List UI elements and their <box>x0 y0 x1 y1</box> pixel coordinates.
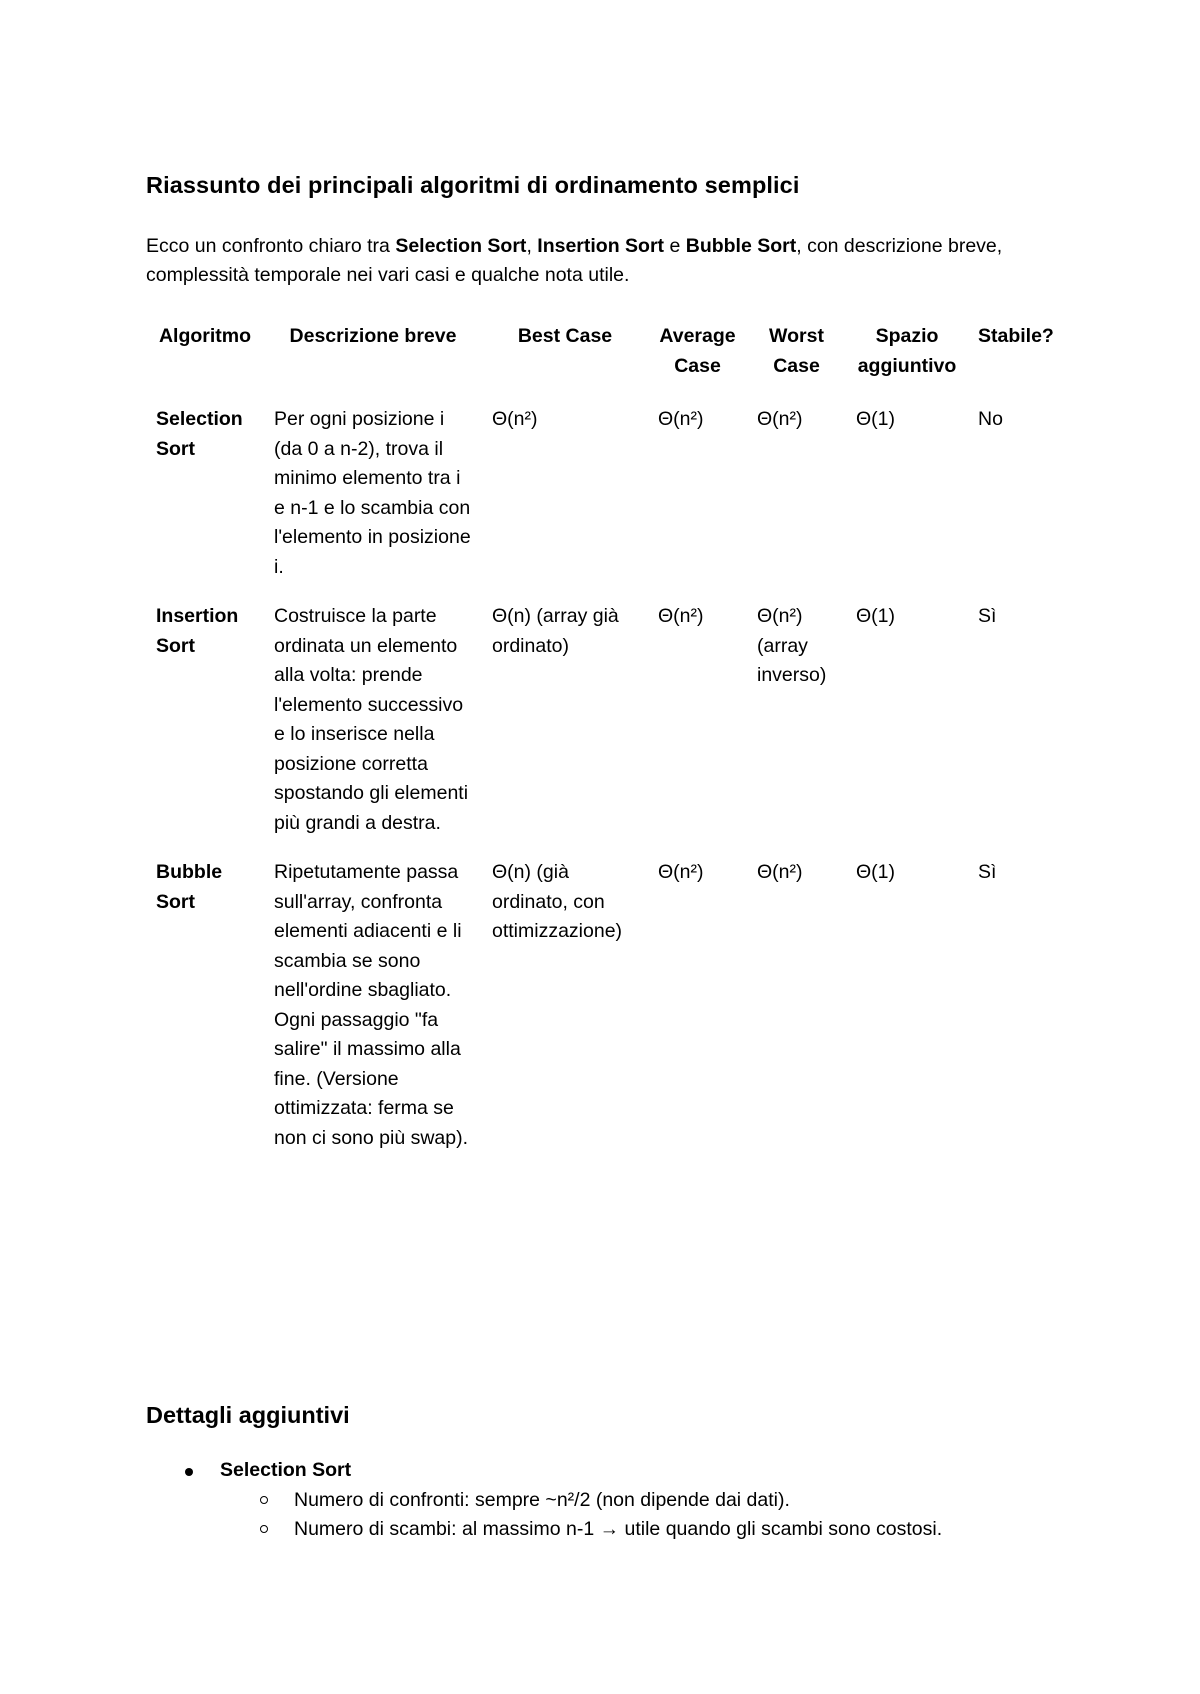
intro-text-3: e <box>664 235 686 257</box>
sub-list-item <box>220 1486 942 1516</box>
header-average-case: Average Case <box>659 325 736 377</box>
header-description: Descrizione breve <box>289 325 457 347</box>
cell-average-case: Θ(n²) <box>658 605 704 627</box>
sub-list-item-text: Numero di scambi: al massimo n-1 → utile quando gli scambi sono costosi. <box>294 1518 943 1540</box>
header-stable: Stabile? <box>978 325 1054 347</box>
intro-bubble-sort: Bubble Sort <box>685 235 797 257</box>
bullet-circle-icon <box>260 1525 268 1533</box>
sub-list-item <box>220 1515 942 1545</box>
cell-space: Θ(1) <box>856 605 895 627</box>
header-best-case: Best Case <box>517 325 613 347</box>
comparison-table <box>146 322 1064 1173</box>
cell-description: Per ogni posizione i (da 0 a n-2), trova il minimo elemento tra i e n-1 e lo scambia con l'elemento in posizione i. <box>274 408 471 578</box>
cell-worst-case: Θ(n²) <box>757 408 803 430</box>
cell-worst-case: Θ(n²) (array inverso) <box>757 605 827 686</box>
list-item <box>146 1456 942 1545</box>
table-row <box>146 405 1064 602</box>
cell-best-case: Θ(n²) <box>492 408 538 430</box>
table-header-row <box>146 322 1064 405</box>
cell-worst-case: Θ(n²) <box>757 861 803 883</box>
cell-stable: Sì <box>978 605 997 627</box>
cell-average-case: Θ(n²) <box>658 408 704 430</box>
cell-space: Θ(1) <box>856 408 895 430</box>
bullet-circle-icon <box>260 1496 268 1504</box>
cell-algorithm: Insertion Sort <box>156 605 239 657</box>
cell-best-case: Θ(n) (array già ordinato) <box>492 605 619 657</box>
cell-algorithm: Selection Sort <box>156 408 243 460</box>
bullet-disc-icon <box>185 1468 193 1476</box>
table-row <box>146 602 1064 858</box>
intro-selection-sort: Selection Sort <box>395 235 527 257</box>
intro-text-4: , con descrizione breve, complessità temporale nei vari casi e qualche nota utile. <box>146 235 1003 286</box>
table-row <box>146 858 1064 1173</box>
cell-average-case: Θ(n²) <box>658 861 704 883</box>
cell-description: Ripetutamente passa sull'array, confronta elementi adiacenti e li scambia se sono nell'ordine sbagliato. Ogni passaggio "fa salire" il massimo alla fine. (Versione ottimizzata: ferma se non ci sono più swap). <box>274 861 469 1149</box>
intro-insertion-sort: Insertion Sort <box>537 235 665 257</box>
cell-stable: Sì <box>978 861 997 883</box>
sub-list-item-text: Numero di confronti: sempre ~n²/2 (non dipende dai dati). <box>294 1488 790 1511</box>
section-heading-details: Dettagli aggiuntivi <box>146 1402 350 1428</box>
cell-algorithm: Bubble Sort <box>156 861 223 913</box>
header-algorithm: Algoritmo <box>158 325 252 347</box>
cell-best-case: Θ(n) (già ordinato, con ottimizzazione) <box>492 861 623 942</box>
sub-list <box>220 1486 942 1545</box>
cell-description: Costruisce la parte ordinata un elemento alla volta: prende l'elemento successivo e lo inserisce nella posizione corretta spostando gli elementi più grandi a destra. <box>274 605 469 834</box>
page-title: Riassunto dei principali algoritmi di ordinamento semplici <box>146 172 800 198</box>
intro-text-2: , <box>526 235 538 257</box>
intro-text-1: Ecco un confronto chiaro tra <box>146 235 396 257</box>
header-space: Spazio aggiuntivo <box>857 325 957 377</box>
header-worst-case: Worst Case <box>769 325 824 377</box>
cell-stable: No <box>978 408 1003 430</box>
cell-space: Θ(1) <box>856 861 895 883</box>
intro-paragraph <box>146 232 1066 290</box>
details-list <box>146 1456 942 1545</box>
list-item-label: Selection Sort <box>220 1459 352 1481</box>
